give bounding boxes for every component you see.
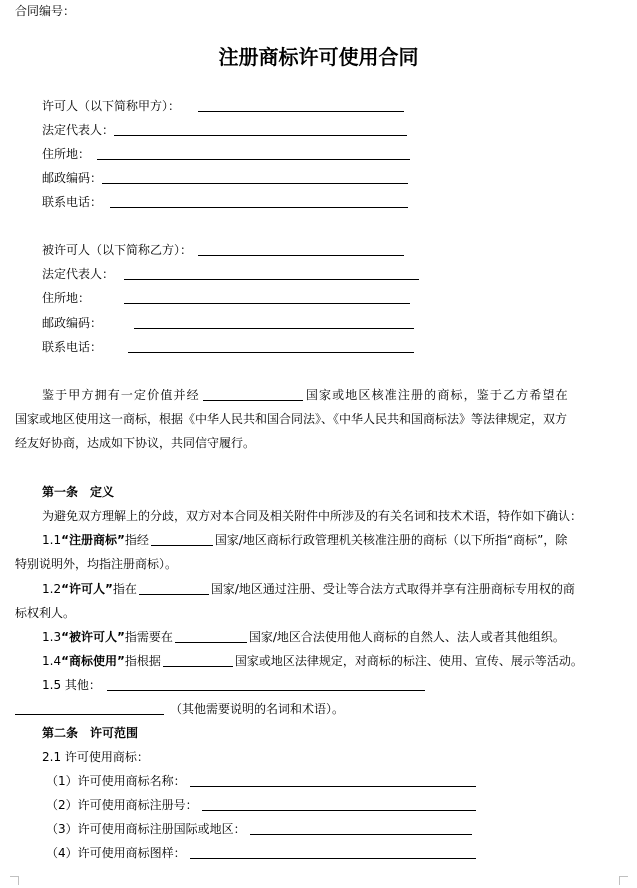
licensor-phone-blank[interactable] <box>110 194 408 208</box>
definition-1-5-blank-2[interactable] <box>15 701 164 715</box>
definition-1-1-country-blank[interactable] <box>151 532 213 546</box>
definition-1-2-line-2: 标权利人。 <box>15 606 76 620</box>
preamble-text-a: 鉴于甲方拥有一定价值并经 <box>42 388 200 402</box>
definition-1-5-tail: （其他需要说明的名词和术语）。 <box>170 702 345 716</box>
preamble-line-3: 经友好协商，达成如下协议，共同信守履行。 <box>15 436 256 450</box>
definition-1-4-country-blank[interactable] <box>163 653 233 667</box>
definition-1-5-blank[interactable] <box>107 677 425 691</box>
preamble-line-1 <box>42 387 637 403</box>
definition-1-4-text-a: 指根据 <box>124 654 161 668</box>
preamble-line-2: 国家或地区使用这一商标，根据《中华人民共和国合同法》、《中华人民共和国商标法》等法律规定，双方 <box>15 412 568 426</box>
licensee-phone-label: 联系电话： <box>42 340 103 354</box>
definition-1-5-label: 1.5 其他： <box>42 678 101 692</box>
licensee-postcode-row <box>42 315 637 331</box>
definition-1-3-term: “被许可人” <box>61 630 125 644</box>
licensor-phone-row <box>42 194 637 210</box>
preamble-country-blank-1[interactable] <box>203 387 303 401</box>
licensed-mark-regno-label: （2）许可使用商标注册号： <box>46 798 198 812</box>
licensee-heading-row <box>42 242 637 258</box>
licensee-phone-blank[interactable] <box>128 339 414 353</box>
definition-1-1-line-2: 特别说明外，均指注册商标）。 <box>15 557 178 571</box>
definition-1-3-number: 1.3 <box>42 630 62 644</box>
licensor-postcode-blank[interactable] <box>102 170 408 184</box>
licensee-name-blank[interactable] <box>198 242 404 256</box>
page-corner-mark <box>619 876 628 885</box>
licensed-mark-image-blank[interactable] <box>190 845 476 859</box>
licensor-legal-rep-label: 法定代表人： <box>42 123 115 137</box>
licensor-address-label: 住所地： <box>42 147 91 161</box>
licensed-mark-regno-row <box>46 797 637 813</box>
definition-1-2-text-a: 指在 <box>112 582 137 596</box>
definition-1-2-text-b: 国家/地区通过注册、受让等合法方式取得并享有注册商标专用权的商 <box>210 582 575 596</box>
licensor-name-blank[interactable] <box>198 98 404 112</box>
licensor-legal-rep-blank[interactable] <box>114 122 407 136</box>
definition-1-2-line-1 <box>42 581 637 597</box>
article-1-intro: 为避免双方理解上的分歧，双方对本合同及相关附件中所涉及的有关名词和技术术语，特作如下确认： <box>42 509 583 523</box>
article-2-heading: 第二条 许可范围 <box>42 726 139 740</box>
definition-1-3-text-b: 国家/地区合法使用他人商标的自然人、法人或者其他组织。 <box>248 630 565 644</box>
definition-1-2-country-blank[interactable] <box>139 581 209 595</box>
licensee-heading: 被许可人（以下简称乙方）： <box>42 243 193 257</box>
page-corner-mark <box>10 876 19 885</box>
licensed-mark-name-label: （1）许可使用商标名称： <box>46 774 186 788</box>
licensee-legal-rep-blank[interactable] <box>124 266 419 280</box>
definition-1-3-country-blank[interactable] <box>175 629 247 643</box>
licensor-heading-row <box>42 98 637 114</box>
licensed-mark-regno-blank[interactable] <box>202 797 476 811</box>
definition-1-3-text-a: 指需要在 <box>124 630 173 644</box>
definition-1-1-term: “注册商标” <box>61 533 125 547</box>
definition-1-5-line <box>42 677 637 693</box>
licensee-legal-rep-label: 法定代表人： <box>42 267 115 281</box>
licensee-address-blank[interactable] <box>124 290 410 304</box>
licensor-legal-rep-row <box>42 122 637 138</box>
definition-1-1-text-a: 指经 <box>124 533 149 547</box>
licensed-mark-name-blank[interactable] <box>190 773 476 787</box>
definition-1-5-continuation <box>15 701 637 717</box>
licensee-phone-row <box>42 339 637 355</box>
definition-1-1-line-1 <box>42 532 637 548</box>
licensee-address-label: 住所地： <box>42 291 91 305</box>
licensee-legal-rep-row <box>42 266 637 282</box>
licensed-mark-name-row <box>46 773 637 789</box>
licensor-postcode-label: 邮政编码： <box>42 171 103 185</box>
licensed-mark-image-row <box>46 845 637 861</box>
licensor-address-blank[interactable] <box>97 146 410 160</box>
definition-1-1-text-b: 国家/地区商标行政管理机关核准注册的商标（以下所指“商标”，除 <box>214 533 568 547</box>
definition-1-4-term: “商标使用” <box>61 654 125 668</box>
licensed-mark-image-label: （4）许可使用商标图样： <box>46 846 186 860</box>
licensor-address-row <box>42 146 637 162</box>
preamble-text-b: 国家或地区核准注册的商标，鉴于乙方希望在 <box>305 388 569 402</box>
licensed-mark-region-label: （3）许可使用商标注册国际或地区： <box>46 822 246 836</box>
definition-1-1-number: 1.1 <box>42 533 62 547</box>
licensed-mark-region-row <box>46 821 637 837</box>
definition-1-4-line <box>42 653 637 669</box>
licensor-heading: 许可人（以下简称甲方）： <box>42 99 181 113</box>
definition-1-4-text-b: 国家或地区法律规定，对商标的标注、使用、宣传、展示等活动。 <box>234 654 583 668</box>
licensee-postcode-blank[interactable] <box>134 315 414 329</box>
definition-1-4-number: 1.4 <box>42 654 62 668</box>
definition-1-2-number: 1.2 <box>42 582 62 596</box>
contract-number-label: 合同编号： <box>15 4 76 18</box>
licensed-mark-region-blank[interactable] <box>250 821 472 835</box>
licensee-postcode-label: 邮政编码： <box>42 316 103 330</box>
article-2-subheading: 2.1 许可使用商标： <box>42 750 149 764</box>
definition-1-3-line <box>42 629 637 645</box>
licensee-address-row <box>42 290 637 306</box>
licensor-phone-label: 联系电话： <box>42 195 103 209</box>
definition-1-2-term: “许可人” <box>61 582 113 596</box>
article-1-heading: 第一条 定义 <box>42 485 115 499</box>
contract-title: 注册商标许可使用合同 <box>218 45 419 69</box>
licensor-postcode-row <box>42 170 637 186</box>
